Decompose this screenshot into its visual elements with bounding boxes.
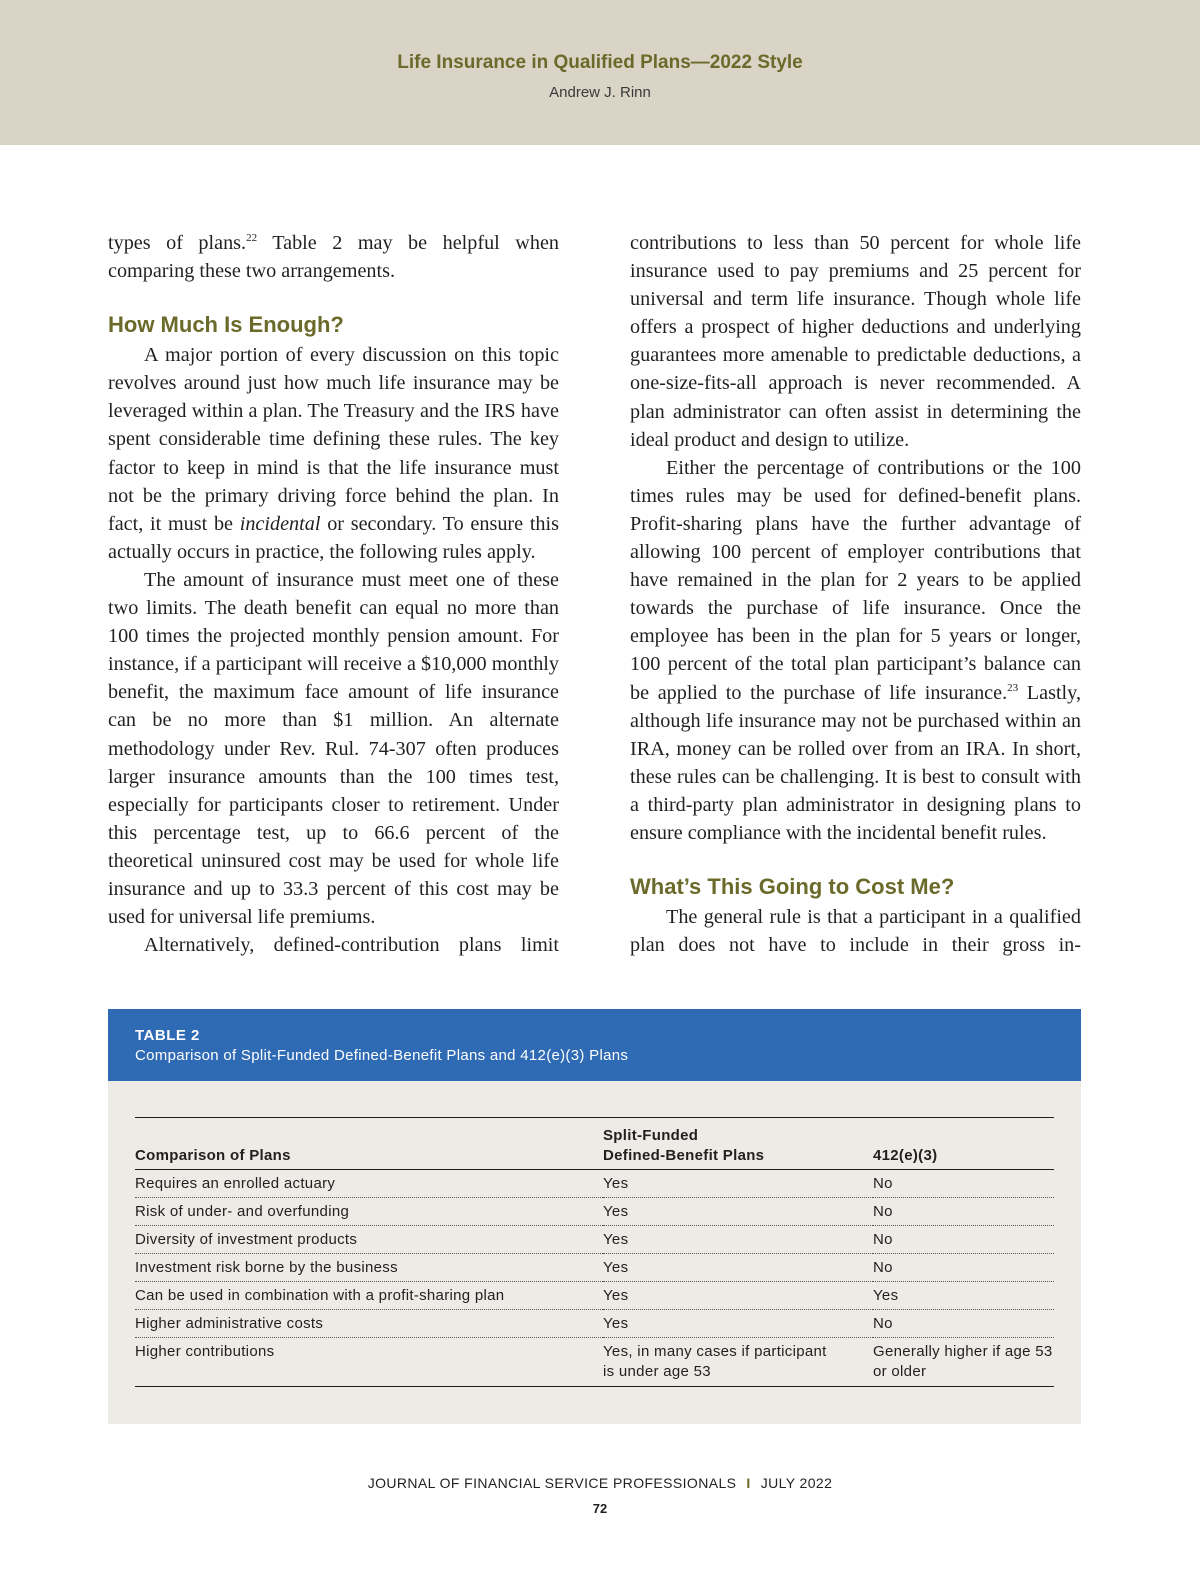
- table-row: [135, 1282, 1054, 1310]
- cell-split: Yes: [603, 1198, 873, 1226]
- cell-split: Yes: [603, 1226, 873, 1254]
- section-heading-how-much-is-enough: How Much Is Enough?: [108, 312, 344, 338]
- page-number: 72: [592, 1501, 608, 1516]
- cell-feature: Investment risk borne by the business: [135, 1254, 603, 1282]
- running-header: [0, 0, 1200, 145]
- table-header-row: [135, 1118, 1054, 1170]
- column-header-comparison: Comparison of Plans: [135, 1147, 291, 1164]
- cell-split: Yes, in many cases if participant is under age 53: [603, 1338, 873, 1387]
- cell-412e3: Generally higher if age 53 or older: [873, 1338, 1054, 1387]
- table-label: TABLE 2: [135, 1027, 200, 1044]
- footnote-ref-22[interactable]: 22: [246, 232, 258, 244]
- article-title: Life Insurance in Qualified Plans—2022 Style: [397, 52, 803, 73]
- cell-412e3: No: [873, 1226, 1054, 1254]
- cell-412e3: Yes: [873, 1282, 1054, 1310]
- article-author: Andrew J. Rinn: [549, 84, 651, 101]
- table-2-panel: [108, 1009, 1081, 1424]
- paragraph: contributions to less than 50 percent for whole life insurance used to pay premiums and 25 percent for universal and term life insurance. Though whole life offers a prospect of higher deductions and underlying guarantees more amenable to predictable deductions, a one-size-fits-all approach is never recommended. A plan administrator can often assist in determining the ideal product and design to utilize.: [630, 232, 1081, 451]
- table-row: [135, 1198, 1054, 1226]
- cell-feature: Higher administrative costs: [135, 1310, 603, 1338]
- cell-split: Yes: [603, 1282, 873, 1310]
- cell-412e3: No: [873, 1198, 1054, 1226]
- cell-split: Yes: [603, 1254, 873, 1282]
- table-row: [135, 1338, 1054, 1387]
- cell-feature: Diversity of investment products: [135, 1226, 603, 1254]
- footnote-ref-23[interactable]: 23: [1007, 681, 1019, 694]
- column-header-412e3: 412(e)(3): [873, 1147, 938, 1164]
- issue-date: JULY 2022: [760, 1475, 833, 1491]
- cell-412e3: No: [873, 1254, 1054, 1282]
- paragraph: The general rule is that a participant in a qualified plan does not have to include in their gross in-: [630, 906, 1081, 957]
- paragraph-intro: types of plans.$^{22}$ Table 2 may be helpful when comparing these two arrangements.: [108, 232, 559, 283]
- journal-name: JOURNAL OF FINANCIAL SERVICE PROFESSIONALS: [367, 1475, 737, 1491]
- paragraph: The amount of insurance must meet one of these two limits. The death benefit can equal no more than 100 times the projected monthly pension amount. For instance, if a participant will receive a $10,000 monthly benefit, the maximum face amount of life insurance can be no more than $1 million. An alternate methodology under Rev. Rul. 74-307 often produces larger insurance amounts than the 100 times test, especially for participants closer to retirement. Under this percentage test, up to 66.6 percent of the theoretical uninsured cost may be used for whole life insurance and up to 33.3 percent of this cost may be used for universal life premiums.: [108, 568, 559, 929]
- table-row: [135, 1254, 1054, 1282]
- cell-feature: Can be used in combination with a profit-sharing plan: [135, 1282, 603, 1310]
- table-caption: Comparison of Split-Funded Defined-Benefit Plans and 412(e)(3) Plans: [135, 1047, 629, 1064]
- cell-feature: Higher contributions: [135, 1338, 603, 1387]
- cell-412e3: No: [873, 1170, 1054, 1198]
- left-column: [108, 229, 559, 959]
- footer-separator: I: [746, 1475, 751, 1491]
- column-header-split-funded: Split-Funded Defined-Benefit Plans: [603, 1127, 765, 1164]
- table-row: [135, 1310, 1054, 1338]
- page-footer: [0, 1475, 1200, 1491]
- cell-split: Yes: [603, 1310, 873, 1338]
- paragraph: Alternatively, defined-contribution plans limit: [144, 934, 559, 957]
- section-heading-cost: What’s This Going to Cost Me?: [630, 874, 955, 900]
- table-row: [135, 1226, 1054, 1254]
- paragraph: Either the percentage of contributions or the 100 times rules may be used for defined-benefit plans. Profit-sharing plans have the further advantage of allowing 100 percent of employer contributions that have remained in the plan for 2 years to be applied towards the purchase of life insurance. Once the employee has been in the plan for 5 years or longer, 100 percent of the total plan participant’s balance can be applied to the purchase of life insurance.$^{23}$ Lastly, although life insurance may not be purchased within an IRA, money can be rolled over from an IRA. In short, these rules can be challenging. It is best to consult with a third-party plan administrator in designing plans to ensure compliance with the incidental benefit rules.: [630, 456, 1081, 844]
- table-banner: [108, 1009, 1081, 1081]
- cell-feature: Risk of under- and overfunding: [135, 1198, 603, 1226]
- cell-412e3: No: [873, 1310, 1054, 1338]
- cell-split: Yes: [603, 1170, 873, 1198]
- right-column: [630, 229, 1081, 959]
- paragraph: A major portion of every discussion on this topic revolves around just how much life insurance may be leveraged within a plan. The Treasury and the IRS have spent considerable time defining these rules. The key factor to keep in mind is that the life insurance must not be the primary driving force behind the plan. In fact, it must be incidental or secondary. To ensure this actually occurs in practice, the following rules apply.: [108, 344, 559, 563]
- cell-feature: Requires an enrolled actuary: [135, 1170, 603, 1198]
- comparison-table: [135, 1117, 1054, 1387]
- table-row: [135, 1170, 1054, 1198]
